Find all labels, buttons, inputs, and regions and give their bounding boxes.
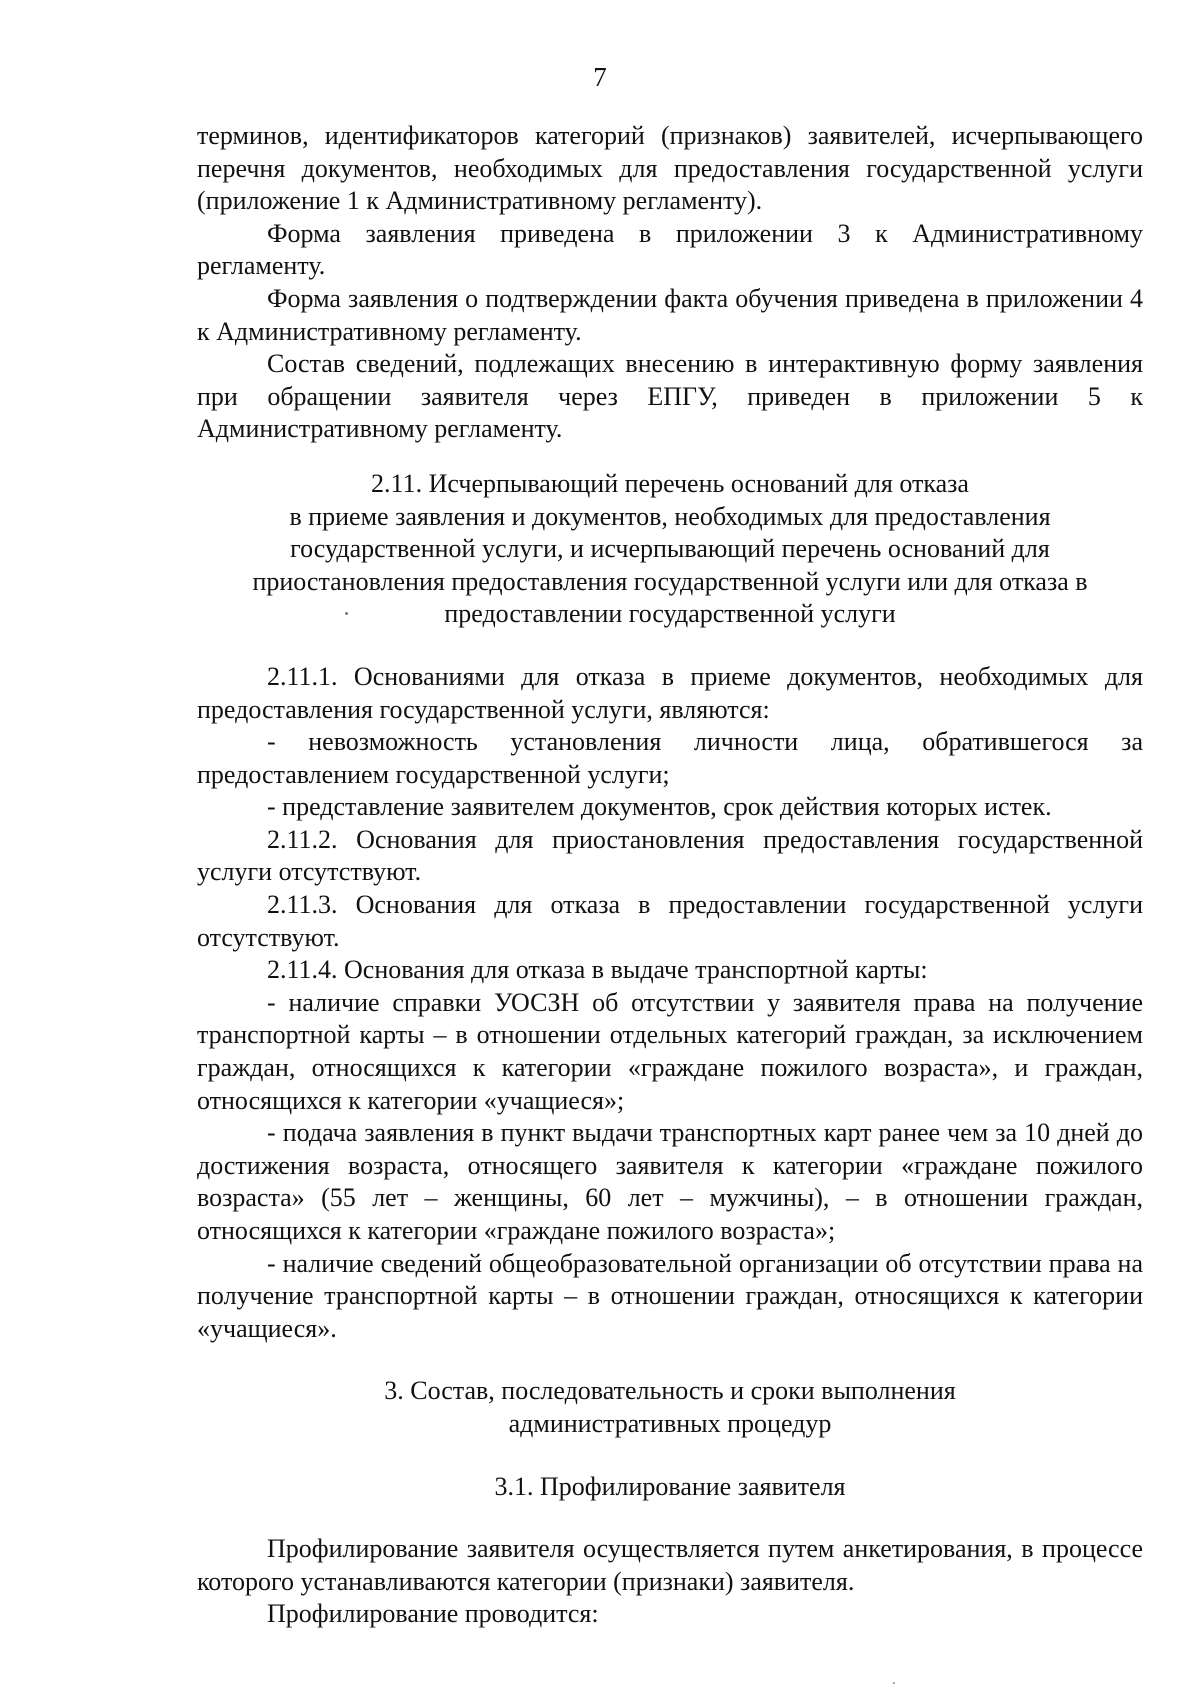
paragraph-2-11-4: 2.11.4. Основания для отказа в выдаче транспортной карты:	[267, 955, 928, 985]
paragraph-form-application: Форма заявления приведена в приложении 3 к Административному регламенту.	[197, 218, 1143, 281]
page-number: 7	[593, 62, 607, 92]
list-item: - невозможность установления личности лица, обратившегося за предоставлением государственной услуги;	[197, 727, 1143, 789]
paragraph-epgu-form-content: Состав сведений, подлежащих внесению в интерактивную форму заявления при обращении заявителя через ЕПГУ, приведен в приложении 5 к Административному регламенту.	[197, 349, 1143, 444]
heading-line: 3. Состав, последовательность и сроки выполнения	[384, 1376, 956, 1406]
list-item: - представление заявителем документов, срок действия которых истек.	[267, 792, 1052, 822]
paragraph-2-11-2: 2.11.2. Основания для приостановления предоставления государственной услуги отсутствуют.	[197, 824, 1143, 887]
heading-line: приостановления предоставления государственной услуги или для отказа в	[252, 566, 1088, 596]
heading-line: в приеме заявления и документов, необходимых для предоставления	[289, 501, 1051, 531]
paragraph-2-11-3: 2.11.3. Основания для отказа в предоставлении государственной услуги отсутствуют.	[197, 890, 1143, 952]
scan-speck	[893, 1682, 895, 1684]
spacer	[197, 1503, 1143, 1533]
spacer	[197, 1441, 1143, 1471]
list-item: - наличие справки УОСЗН об отсутствии у заявителя права на получение транспортной карты – в отношении отдельных категорий граждан, за исключением граждан, относящихся к категории «граждане пожилого возраста», и граждан, относящихся к категории «учащиеся»;	[197, 987, 1143, 1115]
heading-line: 2.11. Исчерпывающий перечень оснований для отказа	[371, 468, 969, 498]
spacer	[197, 1345, 1143, 1375]
document-body	[197, 120, 1143, 1631]
section-2-11-heading	[197, 468, 1143, 631]
heading-line: административных процедур	[508, 1408, 832, 1438]
heading-line: государственной услуги, и исчерпывающий перечень оснований для	[290, 534, 1050, 564]
section-3-heading	[197, 1375, 1143, 1440]
list-item: - наличие сведений общеобразовательной организации об отсутствии права на получение транспортной карты – в отношении граждан, относящихся к категории «учащиеся».	[197, 1248, 1143, 1343]
heading-line: предоставлении государственной услуги	[444, 599, 896, 629]
spacer	[197, 446, 1143, 468]
paragraph-form-study-confirmation: Форма заявления о подтверждении факта обучения приведена в приложении 4 к Административному регламенту.	[197, 283, 1143, 346]
list-item: - подача заявления в пункт выдачи транспортных карт ранее чем за 10 дней до достижения возраста, относящего заявителя к категории «граждане пожилого возраста» (55 лет – женщины, 60 лет – мужчины), – в отношении граждан, относящихся к категории «граждане пожилого возраста»;	[197, 1118, 1143, 1245]
paragraph-profiling-conducted: Профилирование проводится:	[267, 1599, 599, 1629]
subsection-3-1-heading: 3.1. Профилирование заявителя	[494, 1471, 846, 1501]
paragraph-continuation: терминов, идентификаторов категорий (признаков) заявителей, исчерпывающего перечня документов, необходимых для предоставления государственной услуги (приложение 1 к Административному регламенту).	[197, 121, 1143, 216]
paragraph-2-11-1: 2.11.1. Основаниями для отказа в приеме документов, необходимых для предоставления государственной услуги, являются:	[197, 661, 1143, 724]
paragraph-profiling: Профилирование заявителя осуществляется путем анкетирования, в процессе которого устанавливаются категории (признаки) заявителя.	[197, 1534, 1143, 1596]
scan-speck	[345, 612, 348, 615]
spacer	[197, 631, 1143, 661]
